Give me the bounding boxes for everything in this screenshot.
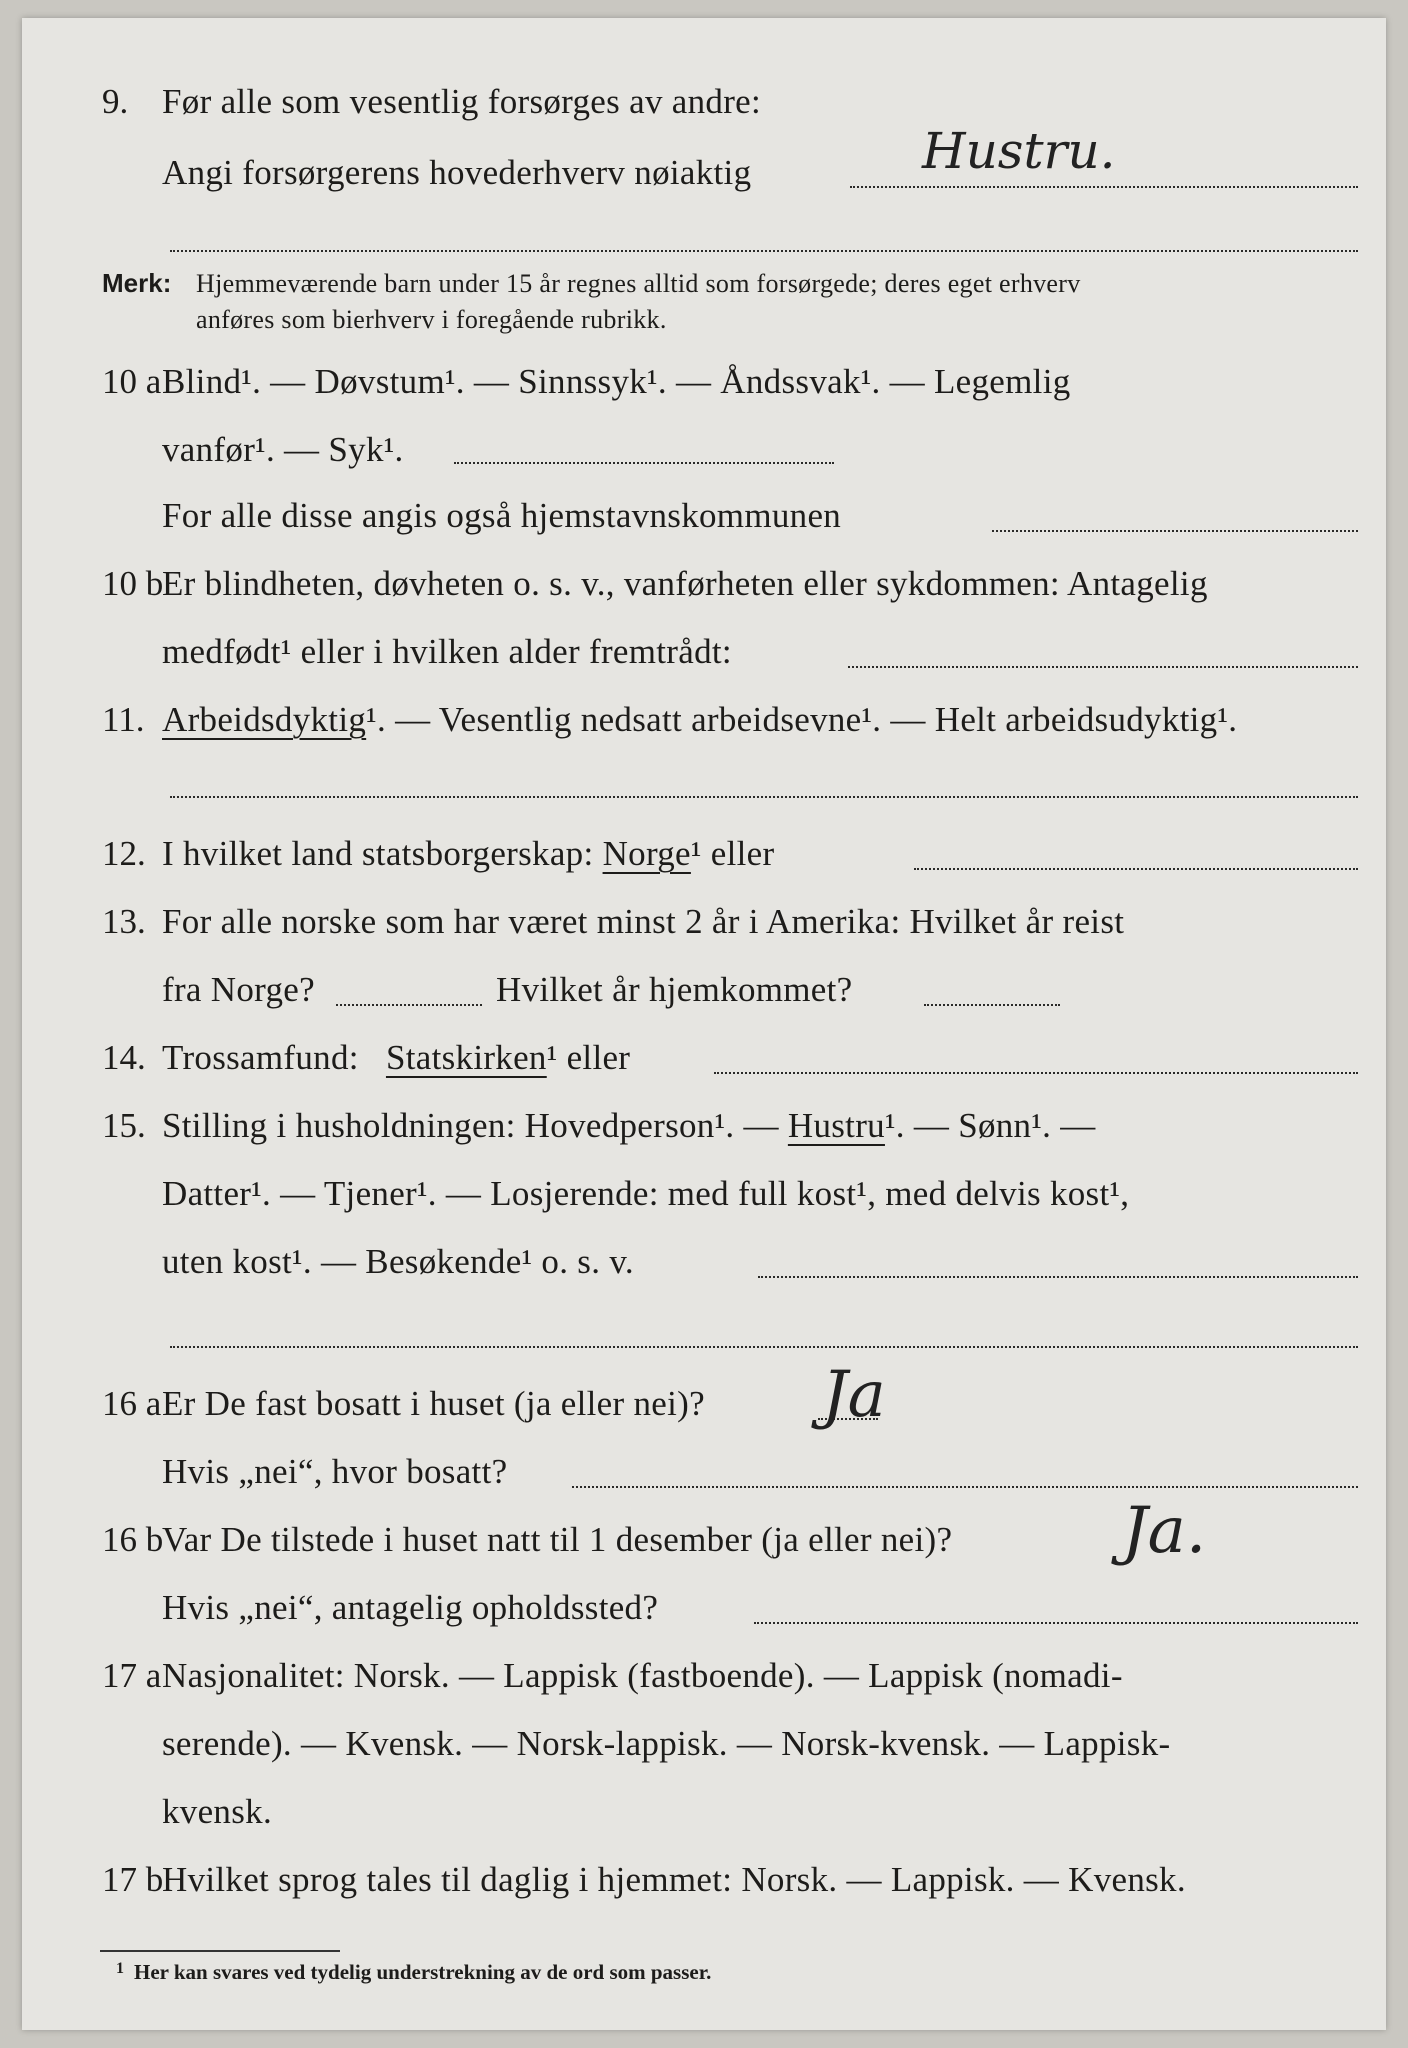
q9-extra-line bbox=[170, 250, 1358, 252]
q10a-hjemstavn-line bbox=[992, 530, 1358, 532]
q13-line1: For alle norske som har været minst 2 år i Amerika: Hvilket år reist bbox=[162, 902, 1125, 941]
q13-hjemkommet-line bbox=[924, 1004, 1060, 1006]
q10a-line2: vanfør¹. — Syk¹. bbox=[162, 430, 404, 469]
q10b-answer-line bbox=[848, 666, 1358, 668]
q17a-line1: Nasjonalitet: Norsk. — Lappisk (fastboende). — Lappisk (nomadi- bbox=[162, 1656, 1123, 1695]
q15-number: 15. bbox=[102, 1106, 146, 1145]
q15-extra-line bbox=[170, 1346, 1358, 1348]
q17b-number: 17 b bbox=[102, 1860, 164, 1899]
merk-line2: anføres som bierhverv i foregående rubrikk. bbox=[196, 305, 667, 334]
merk-line1: Hjemmeværende barn under 15 år regnes alltid som forsørgede; deres eget erhverv bbox=[196, 269, 1081, 298]
q14-line bbox=[162, 1036, 630, 1080]
merk-label: Merk: bbox=[102, 268, 172, 298]
q17a-number: 17 a bbox=[102, 1656, 162, 1695]
q10b-number: 10 b bbox=[102, 564, 164, 603]
q10b-line2: medfødt¹ eller i hvilken alder fremtrådt: bbox=[162, 632, 732, 671]
q12-line bbox=[162, 832, 774, 876]
census-form-page bbox=[22, 18, 1386, 2030]
q17a-line2: serende). — Kvensk. — Norsk-lappisk. — Norsk-kvensk. — Lappisk- bbox=[162, 1724, 1171, 1763]
q12-number: 12. bbox=[102, 834, 146, 873]
q14-answer-line bbox=[714, 1072, 1358, 1074]
q13-number: 13. bbox=[102, 902, 146, 941]
q16a-handwritten-answer: Ja bbox=[822, 1358, 886, 1432]
q14-suffix: ¹ eller bbox=[546, 1038, 631, 1077]
q14-prefix: Trossamfund: bbox=[162, 1038, 359, 1077]
q11-underlined-answer: Arbeidsdyktig bbox=[162, 700, 367, 739]
q10a-line3: For alle disse angis også hjemstavnskommunen bbox=[162, 496, 842, 535]
q16b-number: 16 b bbox=[102, 1520, 164, 1559]
q17a-line3: kvensk. bbox=[162, 1792, 273, 1831]
q12-underlined-answer: Norge bbox=[602, 834, 691, 873]
q15-line1b: ¹. — Sønn¹. — bbox=[884, 1106, 1096, 1145]
q12-suffix: ¹ eller bbox=[690, 834, 775, 873]
q12-answer-line bbox=[914, 868, 1358, 870]
q16a-line1: Er De fast bosatt i huset (ja eller nei)? bbox=[162, 1384, 705, 1423]
q9-line2: Angi forsørgerens hovederhverv nøiaktig bbox=[162, 153, 752, 192]
q14-number: 14. bbox=[102, 1038, 146, 1077]
footnote-text: Her kan svares ved tydelig understrekning av de ord som passer. bbox=[134, 1960, 712, 1984]
q15-line1a: Stilling i husholdningen: Hovedperson¹. — bbox=[162, 1106, 779, 1145]
q17b-line1: Hvilket sprog tales til daglig i hjemmet: Norsk. — Lappisk. — Kvensk. bbox=[162, 1860, 1186, 1899]
q10a-number: 10 a bbox=[102, 362, 162, 401]
footnote-mark: 1 bbox=[116, 1960, 124, 1977]
q9-answer-line bbox=[850, 186, 1358, 188]
q15-line1 bbox=[162, 1104, 1096, 1148]
q15-line3: uten kost¹. — Besøkende¹ o. s. v. bbox=[162, 1242, 634, 1281]
footnote-rule bbox=[100, 1950, 340, 1952]
q13-reist-line bbox=[336, 1004, 482, 1006]
q10a-line1: Blind¹. — Døvstum¹. — Sinnssyk¹. — Åndssvak¹. — Legemlig bbox=[162, 362, 1071, 401]
q9-number: 9. bbox=[102, 82, 129, 121]
q16a-bosatt-line bbox=[572, 1486, 1358, 1488]
q15-line2: Datter¹. — Tjener¹. — Losjerende: med full kost¹, med delvis kost¹, bbox=[162, 1174, 1130, 1213]
q16b-line1: Var De tilstede i huset natt til 1 desember (ja eller nei)? bbox=[162, 1520, 953, 1559]
q11-line bbox=[162, 698, 1237, 742]
q15-answer-line bbox=[758, 1276, 1358, 1278]
q16b-opholdssted-line bbox=[754, 1622, 1358, 1624]
q11-number: 11. bbox=[102, 700, 145, 739]
q16b-line2: Hvis „nei“, antagelig opholdssted? bbox=[162, 1588, 659, 1627]
q13-line2b: Hvilket år hjemkommet? bbox=[496, 970, 853, 1009]
q12-prefix: I hvilket land statsborgerskap: bbox=[162, 834, 594, 873]
q11-extra-line bbox=[170, 796, 1358, 798]
q9-handwritten-answer: Hustru. bbox=[922, 122, 1116, 180]
q9-line1: Før alle som vesentlig forsørges av andre: bbox=[162, 82, 762, 121]
q16b-handwritten-answer: Ja. bbox=[1122, 1494, 1207, 1568]
q10b-line1: Er blindheten, døvheten o. s. v., vanførheten eller sykdommen: Antagelig bbox=[162, 564, 1208, 603]
q16a-number: 16 a bbox=[102, 1384, 162, 1423]
q15-underlined-answer: Hustru bbox=[787, 1106, 885, 1145]
q13-line2a: fra Norge? bbox=[162, 970, 315, 1009]
q16a-line2: Hvis „nei“, hvor bosatt? bbox=[162, 1452, 508, 1491]
q11-rest: ¹. — Vesentlig nedsatt arbeidsevne¹. — Helt arbeidsudyktig¹. bbox=[366, 700, 1238, 739]
q14-underlined-answer: Statskirken bbox=[385, 1038, 547, 1077]
q10a-syk-line bbox=[454, 462, 834, 464]
